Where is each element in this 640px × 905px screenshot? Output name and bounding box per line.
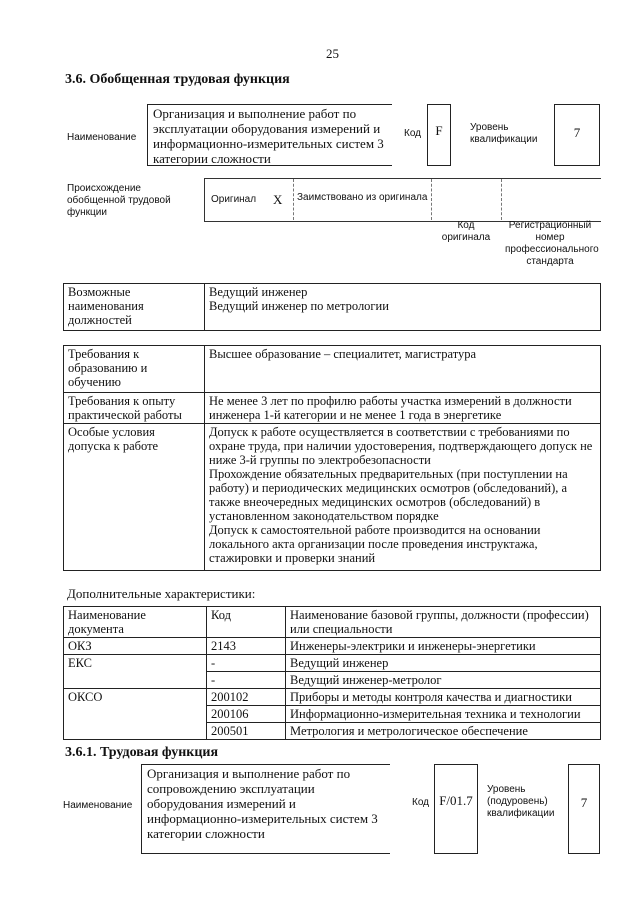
- positions-values: [205, 284, 601, 331]
- cell-doc: ОКЗ: [64, 638, 207, 655]
- cell-name: Ведущий инженер: [286, 655, 601, 672]
- cell-name: Метрология и метрологическое обеспечение: [286, 723, 601, 740]
- sub-code-label: Код: [412, 797, 430, 808]
- req-value: Не менее 3 лет по профилю работы участка измерений в должности инженера 1-й категории и не менее 1 года в энергетике: [205, 393, 601, 424]
- level-label: Уровень квалификации: [470, 122, 538, 145]
- function-name-box: Организация и выполнение работ по эксплуатации оборудования измерений и информационно-измерительных систем 3 категории сложности: [147, 104, 392, 166]
- sub-function-name-box: Организация и выполнение работ по сопровождению эксплуатации оборудования измерений и информационно-измерительных систем 3 категории сложности: [141, 764, 390, 854]
- cell-doc: ЕКС: [64, 655, 207, 689]
- cell-code: 200106: [207, 706, 286, 723]
- additional-title: Дополнительные характеристики:: [67, 586, 256, 601]
- req-label: Требования к опыту практической работы: [64, 393, 205, 424]
- header-doc: Наименование документа: [64, 607, 207, 638]
- sub-level-box: 7: [568, 764, 600, 854]
- cell-doc: ОКСО: [64, 689, 207, 740]
- origin-table: [204, 178, 601, 222]
- origin-code-caption: Код оригинала: [441, 220, 491, 243]
- origin-divider: [501, 179, 502, 220]
- requirements-table: [63, 345, 601, 571]
- positions-label: Возможные наименования должностей: [64, 284, 205, 331]
- header-code: Код: [207, 607, 286, 638]
- req-value: Высшее образование – специалитет, магистратура: [205, 346, 601, 393]
- cell-name: Ведущий инженер-метролог: [286, 672, 601, 689]
- page-number: 25: [326, 46, 339, 61]
- cell-code: -: [207, 655, 286, 672]
- cell-name: Приборы и методы контроля качества и диагностики: [286, 689, 601, 706]
- original-label: Оригинал: [211, 194, 257, 205]
- origin-divider: [293, 179, 294, 220]
- position-item: Ведущий инженер по метрологии: [209, 299, 389, 313]
- table-row: [64, 655, 601, 672]
- cell-code: 200102: [207, 689, 286, 706]
- position-item: Ведущий инженер: [209, 285, 308, 299]
- cell-name: Инженеры-электрики и инженеры-энергетики: [286, 638, 601, 655]
- additional-table: [63, 606, 601, 740]
- cell-code: 2143: [207, 638, 286, 655]
- table-row: [64, 689, 601, 706]
- header-name: Наименование базовой группы, должности (профессии) или специальности: [286, 607, 601, 638]
- req-label: Особые условия допуска к работе: [64, 424, 205, 571]
- sub-code-box: F/01.7: [434, 764, 478, 854]
- req-value: Допуск к работе осуществляется в соответствии с требованиями по охране труда, при наличии удостоверения, подтверждающего допуск не ниже 3-й группы по электробезопасности Прохождение обязательных предварительных (при поступлении на работу) и периодических медицинских осмотров (обследований), а также внеочередных медицинских осмотров (обследований) в установленном законодательством порядке Допуск к самостоятельной работе производится на основании локального акта организации после проведения инструктажа, стажировки и проверки знаний: [205, 424, 601, 571]
- code-label: Код: [404, 128, 422, 139]
- code-box: F: [427, 104, 451, 166]
- positions-table: [63, 283, 601, 331]
- reg-number-caption: Регистрационный номер профессионального стандарта: [505, 220, 599, 267]
- cell-name: Информационно-измерительная техника и технологии: [286, 706, 601, 723]
- req-label: Требования к образованию и обучению: [64, 346, 205, 393]
- level-box: 7: [554, 104, 600, 166]
- origin-divider: [431, 179, 432, 220]
- borrowed-label: Заимствовано из оригинала: [297, 192, 428, 203]
- cell-code: -: [207, 672, 286, 689]
- original-mark: X: [273, 192, 283, 207]
- section-title: 3.6. Обобщенная трудовая функция: [65, 72, 290, 87]
- sub-name-label: Наименование: [63, 800, 133, 811]
- origin-label: Происхождение обобщенной трудовой функции: [67, 183, 171, 218]
- cell-code: 200501: [207, 723, 286, 740]
- sub-level-label: Уровень (подуровень) квалификации: [487, 784, 555, 819]
- table-row: [64, 638, 601, 655]
- subsection-title: 3.6.1. Трудовая функция: [65, 745, 219, 760]
- name-label: Наименование: [67, 132, 137, 143]
